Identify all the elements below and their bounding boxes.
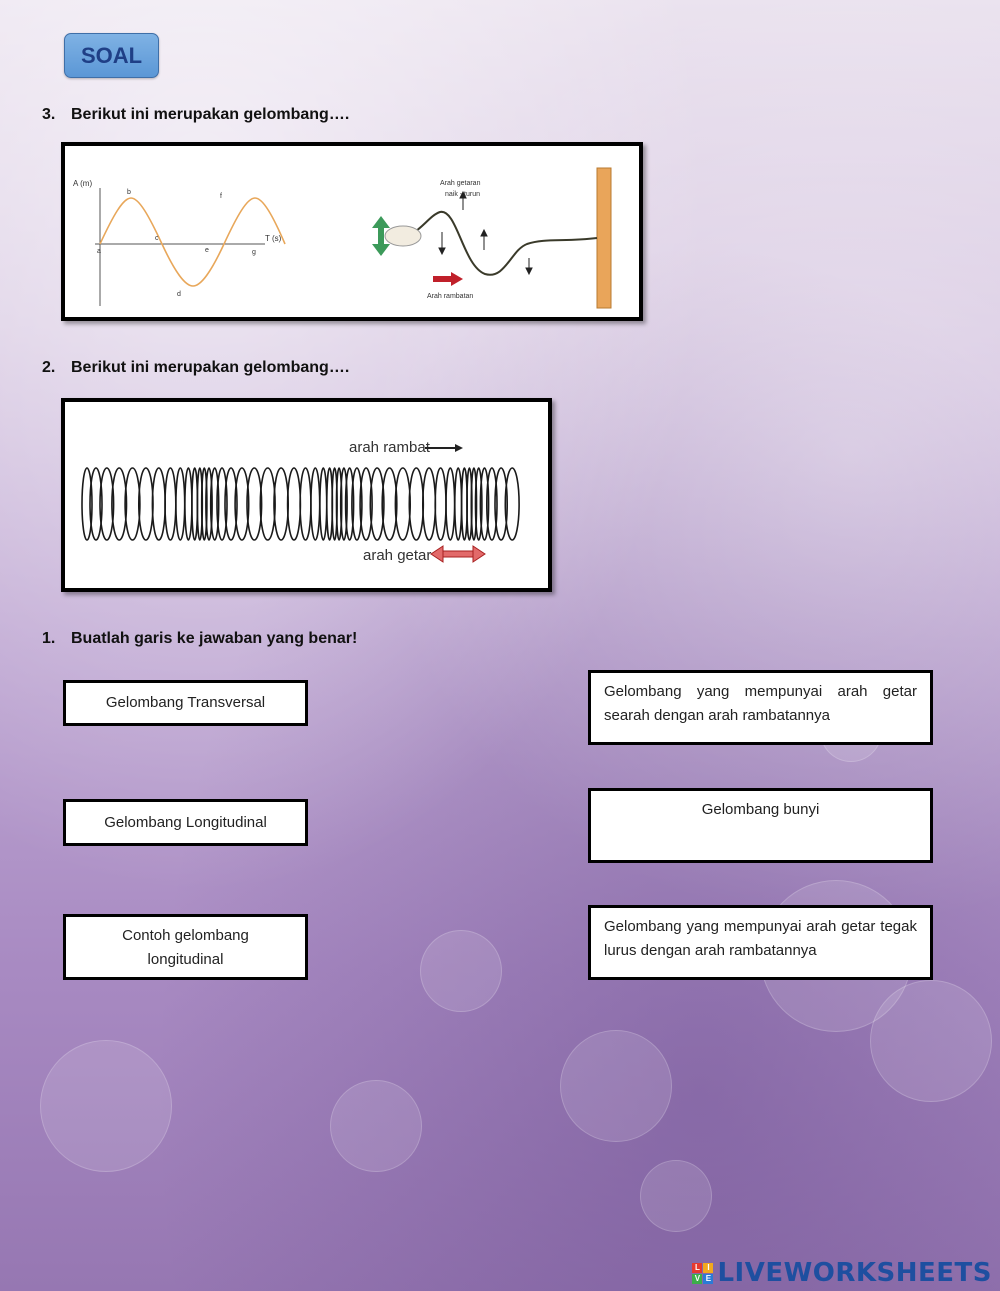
- spring-coil: [139, 468, 153, 540]
- point-g: g: [252, 249, 256, 256]
- red-right-arrow-icon: [433, 272, 463, 286]
- match-right-parallel-definition[interactable]: [588, 670, 933, 745]
- question-2: [42, 359, 349, 377]
- sine-wave: [100, 198, 285, 286]
- question-number: 3.: [42, 106, 56, 123]
- longitudinal-wave-svg: [65, 402, 548, 588]
- logo-text: LIVEWORKSHEETS: [717, 1258, 992, 1288]
- question-text: Berikut ini merupakan gelombang….: [71, 106, 350, 123]
- propagation-arrow-icon: [425, 444, 463, 452]
- question-3: [42, 106, 349, 124]
- vibration-arrows: [439, 192, 532, 274]
- match-right-label: Gelombang bunyi: [701, 801, 820, 818]
- vibration-label: arah getar: [363, 547, 432, 564]
- spring-coil: [176, 468, 185, 540]
- point-d: d: [177, 291, 181, 298]
- spring-coil: [288, 468, 301, 540]
- transverse-wave-figure: [61, 142, 643, 321]
- spring-coil: [260, 468, 275, 540]
- match-right-perpendicular-definition[interactable]: [588, 905, 933, 980]
- spring-coil: [455, 468, 462, 540]
- spring-coil: [152, 468, 165, 540]
- spring-coil: [435, 468, 446, 540]
- hand-illustration: [385, 226, 421, 246]
- spring-coil: [446, 468, 455, 540]
- match-right-label: Gelombang yang mempunyai arah getar tegak lurus dengan arah rambatannya: [604, 918, 917, 959]
- question-1: [42, 630, 357, 648]
- match-left-label: Contoh gelombang longitudinal: [122, 927, 249, 968]
- spring-coils: [82, 468, 519, 540]
- point-b: b: [127, 189, 131, 196]
- match-left-longitudinal[interactable]: [63, 799, 308, 846]
- y-axis-label: A (m): [73, 179, 93, 188]
- point-e: e: [205, 247, 209, 254]
- rope: [395, 212, 597, 275]
- spring-coil: [274, 468, 288, 540]
- spring-coil: [165, 468, 176, 540]
- spring-coil: [311, 468, 320, 540]
- spring-coil: [320, 468, 327, 540]
- wall-post: [597, 168, 611, 308]
- propagation-direction-label: Arah rambatan: [427, 293, 474, 300]
- liveworksheets-logo[interactable]: [692, 1258, 992, 1288]
- spring-coil: [395, 468, 410, 540]
- soal-button[interactable]: SOAL: [64, 33, 159, 78]
- question-text: Berikut ini merupakan gelombang….: [71, 359, 350, 376]
- spring-coil: [185, 468, 192, 540]
- match-right-sound-wave[interactable]: [588, 788, 933, 863]
- point-f: f: [220, 193, 222, 200]
- propagation-label: arah rambat: [349, 439, 430, 456]
- longitudinal-wave-figure: [61, 398, 552, 592]
- vibration-direction-label-2: naik - turun: [445, 191, 481, 198]
- match-left-label: Gelombang Transversal: [105, 694, 266, 711]
- spring-coil: [300, 468, 311, 540]
- question-number: 2.: [42, 359, 56, 376]
- logo-grid-icon: L I V E: [692, 1263, 713, 1284]
- red-double-arrow-icon: [431, 546, 485, 562]
- spring-coil: [409, 468, 423, 540]
- match-left-longitudinal-example[interactable]: [63, 914, 308, 980]
- question-text: Buatlah garis ke jawaban yang benar!: [71, 630, 358, 647]
- x-axis-label: T (s): [265, 234, 282, 243]
- point-c: c: [155, 235, 159, 242]
- vibration-direction-label: Arah getaran: [440, 180, 481, 187]
- match-left-label: Gelombang Longitudinal: [104, 814, 267, 831]
- match-left-transversal[interactable]: [63, 680, 308, 726]
- match-right-label: Gelombang yang mempunyai arah getar searah dengan arah rambatannya: [604, 683, 917, 724]
- transverse-wave-svg: [65, 146, 639, 317]
- spring-coil: [423, 468, 436, 540]
- question-number: 1.: [42, 630, 56, 647]
- point-a: a: [97, 248, 101, 255]
- spring-coil: [125, 468, 140, 540]
